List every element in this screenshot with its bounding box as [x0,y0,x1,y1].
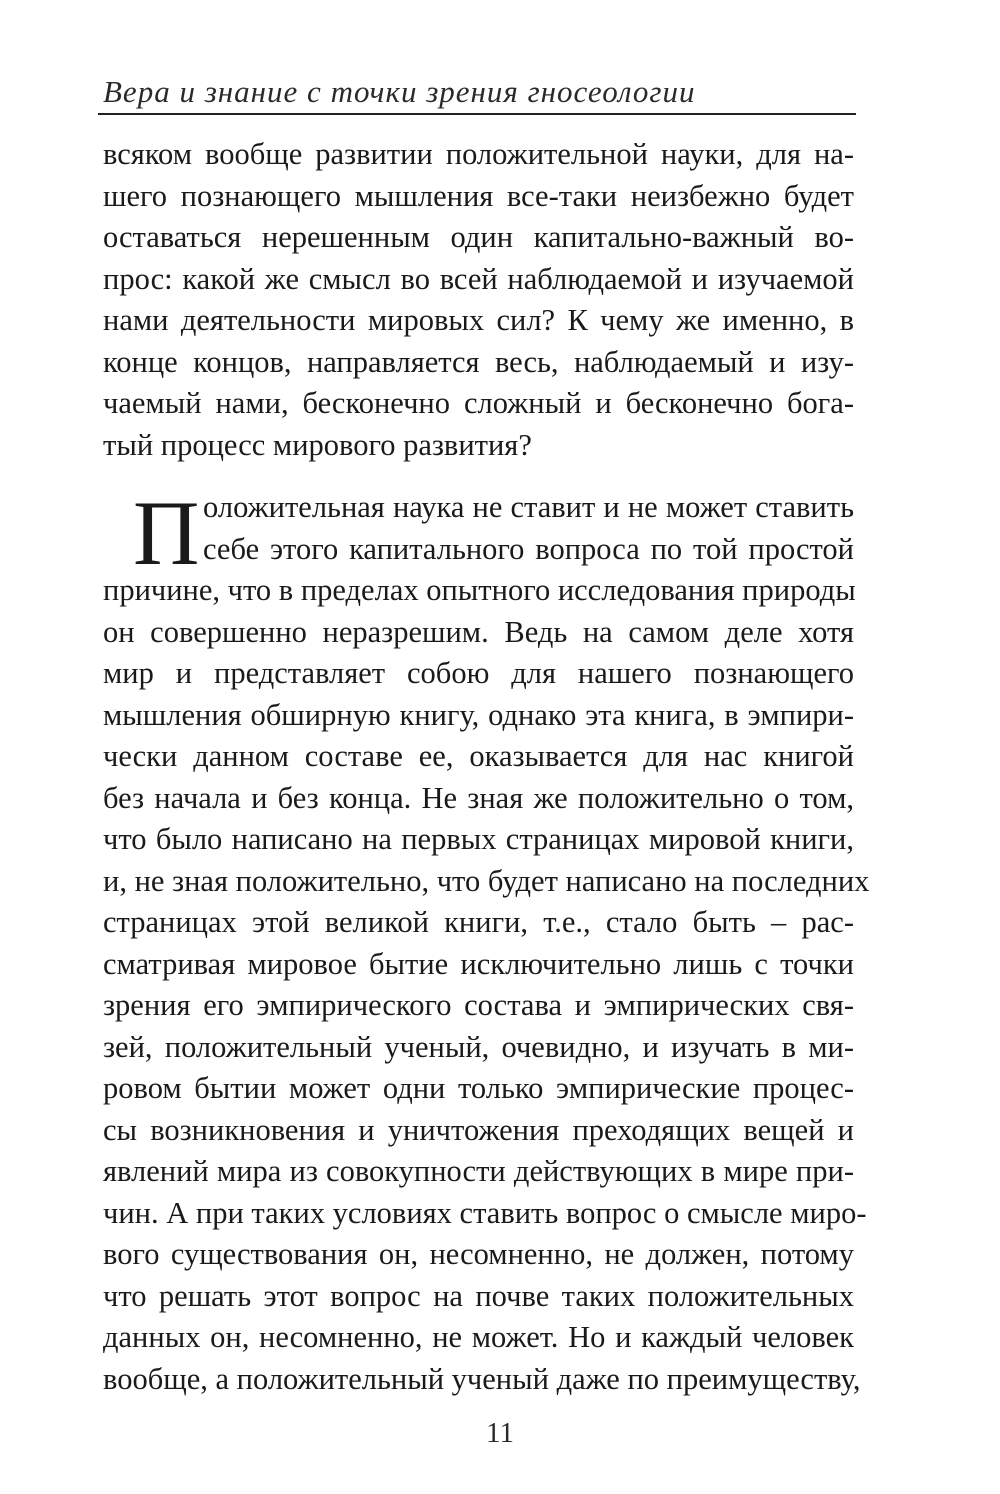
text-line: конце концов, направляется весь, наблюдаемый и изу- [103,344,854,379]
body-text [103,134,870,1400]
text-line: ровом бытии может одни только эмпирические процес- [103,1071,854,1105]
paragraph-1 [103,134,854,466]
header-rule [98,113,856,115]
text-line: тый процесс мирового развития? [103,427,532,462]
text-line: прос: какой же смысл во всей наблюдаемой и изучаемой [103,261,854,296]
text-line: мир и представляет собою для нашего познающего [103,656,854,690]
text-line: оложительная наука не ставит и не может ставить [203,490,854,524]
text-line: без начала и без конца. Не зная же положительно о том, [103,780,854,815]
text-line: чин. А при таких условиях ставить вопрос о смысле миро- [103,1195,867,1230]
text-line: чески данном составе ее, оказывается для нас книгой [103,739,854,773]
text-line: и, не зная положительно, что будет написано на последних [103,863,870,898]
text-line: он совершенно неразрешим. Ведь на самом деле хотя [103,614,854,649]
text-line: явлений мира из совокупности действующих в мире при- [103,1154,854,1188]
text-line: причине, что в пределах опытного исследования природы [103,573,856,607]
text-line: сматривая мировое бытие исключительно лишь с точки [103,946,854,981]
text-line: вого существования он, несомненно, не должен, потому [103,1237,854,1271]
text-line: зей, положительный ученый, очевидно, и изучать в ми- [103,1029,854,1064]
text-line: себе этого капитального вопроса по той простой [203,531,854,566]
text-line: что было написано на первых страницах мировой книги, [103,822,854,856]
text-line: мышления обширную книгу, однако эта книга, в эмпири- [103,697,854,732]
text-line: всяком вообще развитии положительной науки, для на- [103,137,854,171]
text-line: что решать этот вопрос на почве таких положительных [103,1278,854,1313]
text-line: вообще, а положительный ученый даже по преимуществу, [103,1361,861,1396]
text-line: оставаться нерешенным один капитально-важный во- [103,220,854,254]
paragraph-gap [103,466,854,487]
page-number: 11 [486,1417,514,1449]
text-line: сы возникновения и уничтожения преходящих вещей и [103,1112,854,1147]
text-line: страницах этой великой книги, т.е., стало быть – рас- [103,905,854,939]
text-line: данных он, несомненно, не может. Но и каждый человек [103,1320,854,1354]
text-line: шего познающего мышления все-таки неизбежно будет [103,178,854,213]
drop-cap: П [133,482,200,584]
text-line: нами деятельности мировых сил? К чему же именно, в [103,303,854,337]
text-line: чаемый нами, бесконечно сложный и бесконечно бога- [103,386,854,420]
paragraph-2 [103,482,870,1400]
running-head: Вера и знание с точки зрения гносеологии [103,74,696,109]
text-line: зрения его эмпирического состава и эмпирических свя- [103,988,854,1022]
